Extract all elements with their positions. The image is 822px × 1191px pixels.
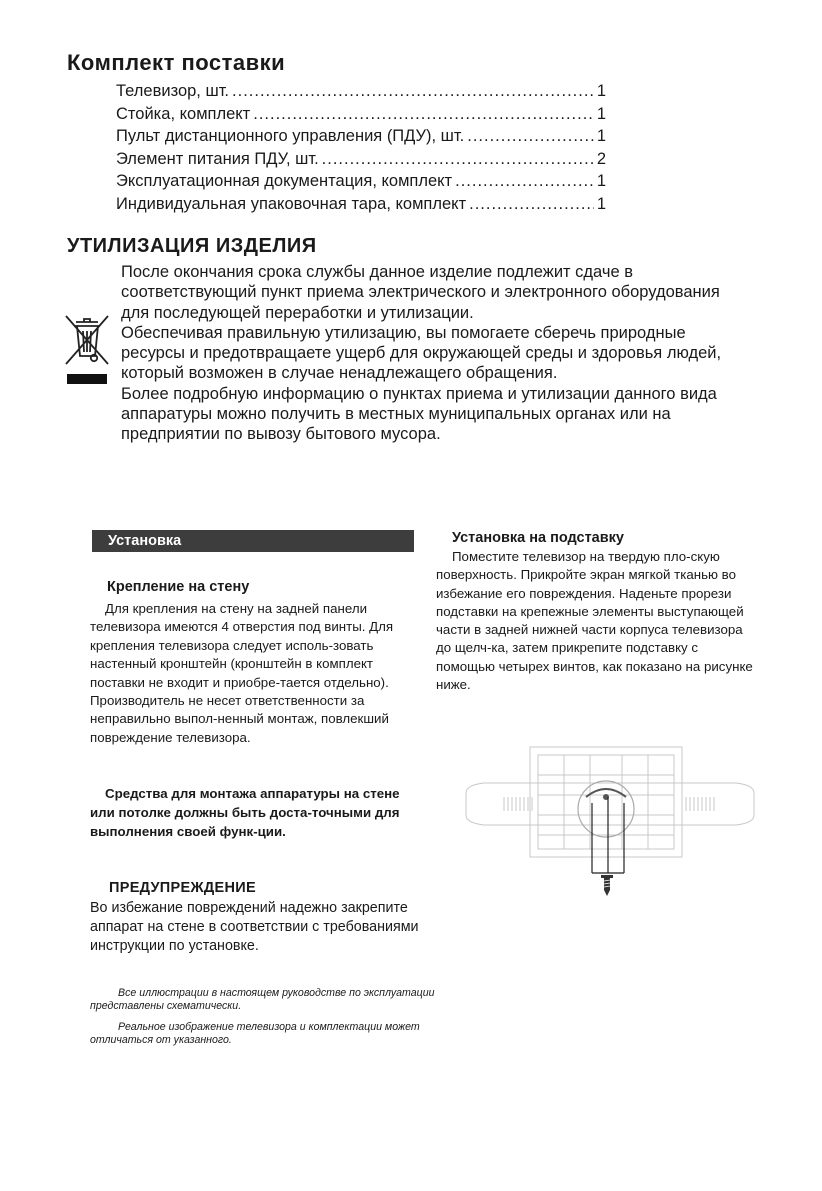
disposal-paragraph: Более подробную информацию о пунктах приема и утилизации данного вида аппаратуры можно получить в местных муниципальных органах или на предприятии по вывозу бытового мусора. (121, 384, 717, 444)
kit-item-qty: 1 (596, 104, 606, 123)
stand-mount-text: Поместите телевизор на твердую пло-скую поверхность. Прикройте экран мягкой тканью во избежание его повреждения. Наденьте прорези подставки на крепежные элементы выступающей части в задней нижней части корпуса телевизора до щелч-ка, затем прикрепите подставку с помощью четырех винтов, как показано на рисунке ниже. (436, 549, 753, 693)
warning-text: Во избежание повреждений надежно закрепите аппарат на стене в соответствии с требованиями инструкции по установке. (90, 900, 419, 954)
kit-title: Комплект поставки (67, 50, 286, 75)
kit-item-qty: 1 (596, 194, 606, 213)
leader-dots (469, 193, 594, 216)
kit-item-name: Телевизор, шт. (116, 82, 230, 100)
kit-item-qty: 1 (596, 82, 606, 100)
wall-mount-text: Для крепления на стену на задней панели телевизора имеются 4 отверстия под винты. Для крепления телевизора следует исполь-зовать настенный кронштейн (кронштейн в комплект поставки не входит и приобре-тается отдельно). Производитель не несет ответственности за неправильно выпол-ненный монтаж, повлекший повреждение телевизора. (90, 601, 394, 745)
kit-item-name: Стойка, комплект (116, 104, 251, 123)
leader-dots (467, 125, 594, 148)
stand-mounting-diagram (464, 745, 756, 905)
kit-item (116, 170, 606, 193)
mounting-strength-note: Средства для монтажа аппаратуры на стене или потолке должны быть доста-точными для выполнения своей функ-ции. (90, 786, 400, 839)
disposal-paragraph: После окончания срока службы данное изделие подлежит сдаче в соответствующий пункт приема электрического и электронного оборудования для последующей переработки и утилизации. (121, 263, 720, 322)
kit-item (116, 80, 606, 103)
kit-item-name: Индивидуальная упаковочная тара, комплект (116, 194, 467, 213)
disposal-title: УТИЛИЗАЦИЯ ИЗДЕЛИЯ (67, 235, 317, 257)
kit-item-qty: 1 (596, 172, 606, 190)
leader-dots (455, 170, 594, 193)
disposal-paragraph: Обеспечивая правильную утилизацию, вы помогаете сберечь природные ресурсы и предотвращаете ущерб для окружающей среды и здоровья людей, который возможен в случае ненадлежащего обращения. (121, 323, 722, 383)
wall-mount-title: Крепление на стену (107, 579, 250, 595)
kit-item (116, 148, 606, 171)
kit-item-qty: 2 (596, 149, 606, 168)
leader-dots (322, 148, 594, 171)
crossed-out-wheelie-bin-icon (62, 312, 112, 388)
kit-item-name: Пульт дистанционного управления (ПДУ), шт. (116, 127, 465, 145)
kit-item (116, 103, 606, 126)
kit-item-name: Эксплуатационная документация, комплект (116, 172, 453, 190)
kit-item (116, 193, 606, 216)
kit-item-qty: 1 (596, 127, 606, 145)
disposal-text (121, 262, 751, 445)
kit-list (116, 80, 606, 215)
illustration-note: Реальное изображение телевизора и комплектации может отличаться от указанного. (90, 1021, 420, 1046)
warning-title: ПРЕДУПРЕЖДЕНИЕ (109, 880, 256, 896)
kit-item (116, 125, 606, 148)
stand-mount-title: Установка на подставку (452, 530, 624, 546)
leader-dots (232, 80, 594, 103)
illustration-note: Все иллюстрации в настоящем руководстве по эксплуатации представлены схематически. (90, 987, 435, 1012)
section-header-installation: Установка (92, 530, 414, 552)
leader-dots (253, 103, 594, 126)
kit-item-name: Элемент питания ПДУ, шт. (116, 149, 319, 168)
